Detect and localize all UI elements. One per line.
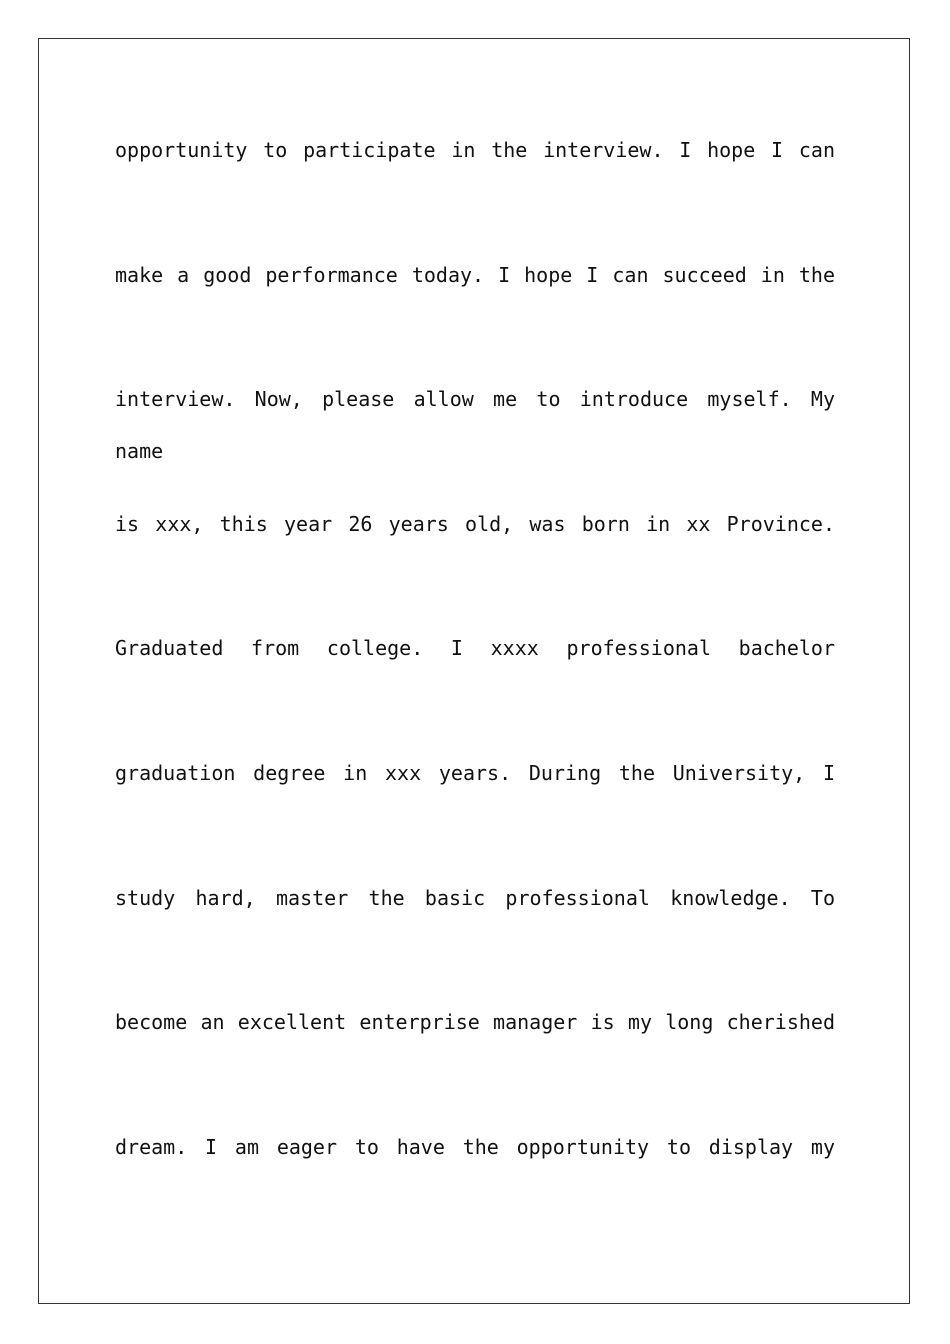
text-line: is xxx, this year 26 years old, was born in xx Province.: [115, 511, 835, 536]
text-line: study hard, master the basic professional knowledge. To: [115, 885, 835, 910]
text-line: interview. Now, please allow me to introduce myself. My name: [115, 387, 835, 464]
text-line: make a good performance today. I hope I can succeed in the: [115, 262, 835, 287]
text-line: opportunity to participate in the interview. I hope I can: [115, 138, 835, 162]
document-body: [115, 124, 835, 1245]
text-line: become an excellent enterprise manager is my long cherished: [115, 1010, 835, 1035]
text-line: graduation degree in xxx years. During the University, I: [115, 760, 835, 785]
text-line: Graduated from college. I xxxx professional bachelor: [115, 636, 835, 661]
text-line: dream. I am eager to have the opportunity to display my: [115, 1134, 835, 1159]
